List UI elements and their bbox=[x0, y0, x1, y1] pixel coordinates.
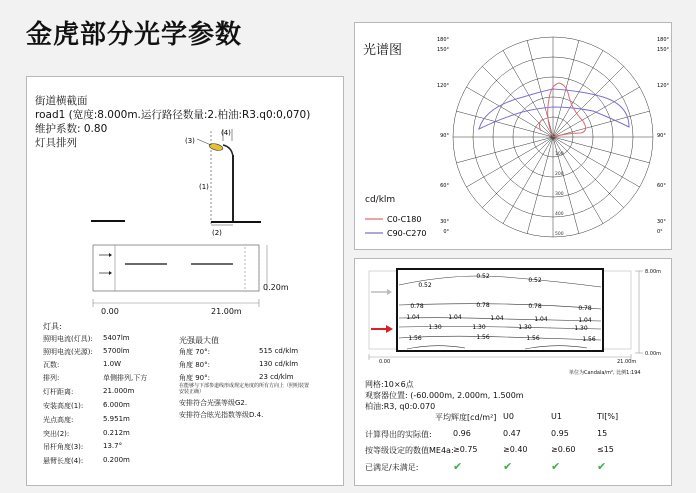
angle-value: 23 cd/klm bbox=[259, 373, 294, 381]
arm bbox=[223, 145, 233, 157]
check-mark: ✔ bbox=[503, 460, 513, 473]
contour-label: 1.04 bbox=[534, 316, 548, 323]
grid-info: 网格:10×6点 bbox=[365, 380, 414, 389]
results-value: ≥0.75 bbox=[453, 445, 478, 454]
dim-2-label: (2) bbox=[212, 229, 222, 237]
unit-note: 单位为Candala/m², 比例1:194 bbox=[569, 370, 641, 376]
contour-label: 1.56 bbox=[476, 334, 490, 341]
width-label: 0.20m bbox=[263, 283, 289, 292]
luminaire-row-label: 照明电流(灯具): bbox=[43, 335, 93, 343]
contour-label: 0.78 bbox=[578, 305, 592, 312]
luminaire-row-value: 1.0W bbox=[103, 360, 122, 368]
results-row-label: 计算得出的实际值: bbox=[365, 430, 432, 439]
polar-ring-label: 400 bbox=[555, 212, 564, 217]
angle-value: 130 cd/klm bbox=[259, 360, 299, 368]
results-header: 平均辉度[cd/m²] bbox=[435, 413, 497, 422]
spectrum-legend bbox=[363, 213, 443, 243]
luminaire-section: 灯具: bbox=[43, 322, 62, 331]
results-value: ≤15 bbox=[597, 445, 614, 454]
polar-angle-label-right: 90° bbox=[657, 133, 666, 139]
contour-label: 0.78 bbox=[476, 302, 490, 309]
contour-label: 1.30 bbox=[574, 325, 588, 332]
contour-label: 1.30 bbox=[428, 324, 442, 331]
luminaire-row-value: 21.000m bbox=[103, 387, 135, 395]
luminaire-row-value: 13.7° bbox=[103, 442, 123, 450]
street-header: 街道横截面 bbox=[35, 95, 88, 107]
contour-label: 1.04 bbox=[406, 314, 420, 321]
angle-label: 角度 90°: bbox=[179, 374, 210, 382]
y-bottom-label: 0.00m bbox=[645, 351, 662, 357]
dim-3-label: (3) bbox=[185, 137, 195, 145]
road-plan bbox=[93, 245, 259, 291]
polar-angle-label-left: 60° bbox=[440, 183, 449, 189]
contour-label: 1.04 bbox=[448, 314, 462, 321]
direction-arrow-2-head bbox=[109, 271, 112, 275]
contour-label: 1.04 bbox=[490, 315, 504, 322]
luminaire-row-label: 瓦数: bbox=[43, 361, 60, 369]
polar-ring-label: 500 bbox=[555, 232, 564, 237]
observer-arrow-red-head bbox=[386, 325, 393, 333]
spectrum-panel bbox=[354, 22, 672, 250]
contour-label: 0.78 bbox=[410, 303, 424, 310]
polar-angle-label-right: 150° bbox=[657, 47, 670, 53]
results-header: U0 bbox=[503, 412, 514, 421]
dim-4-label: (4) bbox=[221, 129, 231, 137]
luminaire-row-value: 单侧排列,下方 bbox=[103, 374, 148, 382]
angle-leader bbox=[197, 139, 211, 145]
contour-label: 0.52 bbox=[476, 273, 490, 280]
observer-info: 观察器位置: (-60.000m, 2.000m, 1.500m bbox=[365, 391, 524, 400]
polar-angle-label-left: 180° bbox=[436, 37, 449, 43]
luminaire-row-value: 5407lm bbox=[103, 334, 130, 342]
check-mark: ✔ bbox=[551, 460, 561, 473]
legend-c0-label: C0-C180 bbox=[387, 215, 422, 224]
results-value: 0.95 bbox=[551, 429, 569, 438]
polar-angle-label-right: 30° bbox=[657, 219, 666, 225]
polar-angle-label-left: 90° bbox=[440, 133, 449, 139]
contour-label: 1.30 bbox=[518, 324, 532, 331]
luminaire-row-label: 突出(2): bbox=[43, 430, 70, 438]
luminaire-row-label: 灯杆距离: bbox=[43, 388, 74, 396]
polar-angle-label-left: 150° bbox=[436, 47, 449, 53]
luminaire-row-label: 排列: bbox=[43, 374, 60, 382]
iso-x-start: 0.00 bbox=[379, 359, 391, 365]
contour-label: 0.52 bbox=[418, 282, 432, 289]
road-info: road1 (宽度:8.000m.运行路径数量:2.柏油:R3.q0:0,070) bbox=[35, 109, 311, 121]
luminaire-row-value: 6.000m bbox=[103, 401, 130, 409]
observer-arrow-gray-head bbox=[387, 289, 392, 295]
contour-label: 1.56 bbox=[526, 335, 540, 342]
polar-angle-label-left: 120° bbox=[436, 83, 449, 89]
x-end-label: 21.00m bbox=[211, 307, 242, 316]
polar-angle-label-right: 120° bbox=[657, 83, 670, 89]
contour-label: 1.30 bbox=[472, 324, 486, 331]
results-value: 15 bbox=[597, 429, 608, 438]
polar-angle-label-left: 30° bbox=[440, 219, 449, 225]
street-cross-section bbox=[27, 121, 345, 321]
luminaire-row-label: 悬臂长度(4): bbox=[43, 457, 84, 465]
luminaire-row-label: 光点高度: bbox=[43, 416, 74, 424]
contour-label: 1.56 bbox=[582, 336, 596, 343]
street-panel bbox=[26, 76, 344, 486]
results-header: TI[%] bbox=[597, 412, 619, 421]
angle-label: 角度 80°: bbox=[179, 361, 210, 369]
polar-chart bbox=[433, 23, 673, 251]
results-row-label: 已满足/未满足: bbox=[365, 463, 419, 472]
maintenance-factor: 维护系数: 0.80 bbox=[35, 123, 108, 135]
direction-arrow-1-head bbox=[109, 253, 112, 257]
results-value: 0.47 bbox=[503, 429, 521, 438]
legend-c90-label: C90-C270 bbox=[387, 229, 427, 238]
polar-ring-label: 300 bbox=[555, 192, 564, 197]
contour-label: 1.04 bbox=[578, 317, 592, 324]
results-header: U1 bbox=[551, 412, 562, 421]
glare-class: 安排符合光强等级G2. bbox=[179, 399, 248, 407]
spectrum-unit: cd/klm bbox=[365, 195, 396, 205]
luminaire-row-label: 吊杆角度(3): bbox=[43, 443, 84, 451]
check-mark: ✔ bbox=[453, 460, 463, 473]
isolux-chart bbox=[355, 259, 673, 369]
angle-value: 515 cd/klm bbox=[259, 347, 299, 355]
glare-index-class: 安排符合眩光指数等级D.4. bbox=[179, 411, 264, 419]
polar-ring-label: 100 bbox=[555, 152, 564, 157]
contour-label: 0.78 bbox=[528, 303, 542, 310]
results-row-label: 按等级设定的数值ME4a: bbox=[365, 446, 454, 455]
luminaire-row-value: 5.951m bbox=[103, 415, 130, 423]
arrangement-title: 灯具排列 bbox=[35, 137, 77, 149]
polar-angle-label-left: 0° bbox=[443, 229, 449, 235]
sidewalk bbox=[245, 245, 259, 291]
luminaire-row-label: 安装高度(1): bbox=[43, 402, 84, 410]
spectrum-title: 光谱图 bbox=[363, 43, 403, 58]
iso-x-end: 21.00m bbox=[617, 359, 637, 365]
check-mark: ✔ bbox=[597, 460, 607, 473]
luminaire-row-label: 照明电流(光源): bbox=[43, 348, 93, 356]
luminaire-row-value: 0.200m bbox=[103, 456, 130, 464]
results-value: ≥0.60 bbox=[551, 445, 576, 454]
isolux-panel bbox=[354, 258, 672, 486]
results-value: 0.96 bbox=[453, 429, 471, 438]
luminaire-row-value: 5700lm bbox=[103, 347, 130, 355]
contour-label: 1.56 bbox=[408, 335, 422, 342]
intensity-note: 在能够与下部参道线形成规定角度的所有方向上（照明装置安装正确） bbox=[179, 383, 310, 395]
polar-ring-label: 200 bbox=[555, 172, 564, 177]
dim-1-label: (1) bbox=[199, 183, 209, 191]
polar-angle-label-right: 60° bbox=[657, 183, 666, 189]
intensity-title: 光强最大值 bbox=[179, 336, 219, 345]
polar-angle-label-right: 180° bbox=[657, 37, 670, 43]
polar-angle-label-right: 0° bbox=[657, 229, 663, 235]
angle-label: 角度 70°: bbox=[179, 348, 210, 356]
x-start-label: 0.00 bbox=[101, 307, 119, 316]
contour-label: 0.52 bbox=[528, 277, 542, 284]
asphalt-info: 柏油:R3, q0:0.070 bbox=[365, 402, 436, 411]
page-title: 金虎部分光学参数 bbox=[26, 20, 243, 50]
y-top-label: 8.00m bbox=[645, 269, 662, 275]
luminaire-row-value: 0.212m bbox=[103, 429, 130, 437]
results-value: ≥0.40 bbox=[503, 445, 528, 454]
